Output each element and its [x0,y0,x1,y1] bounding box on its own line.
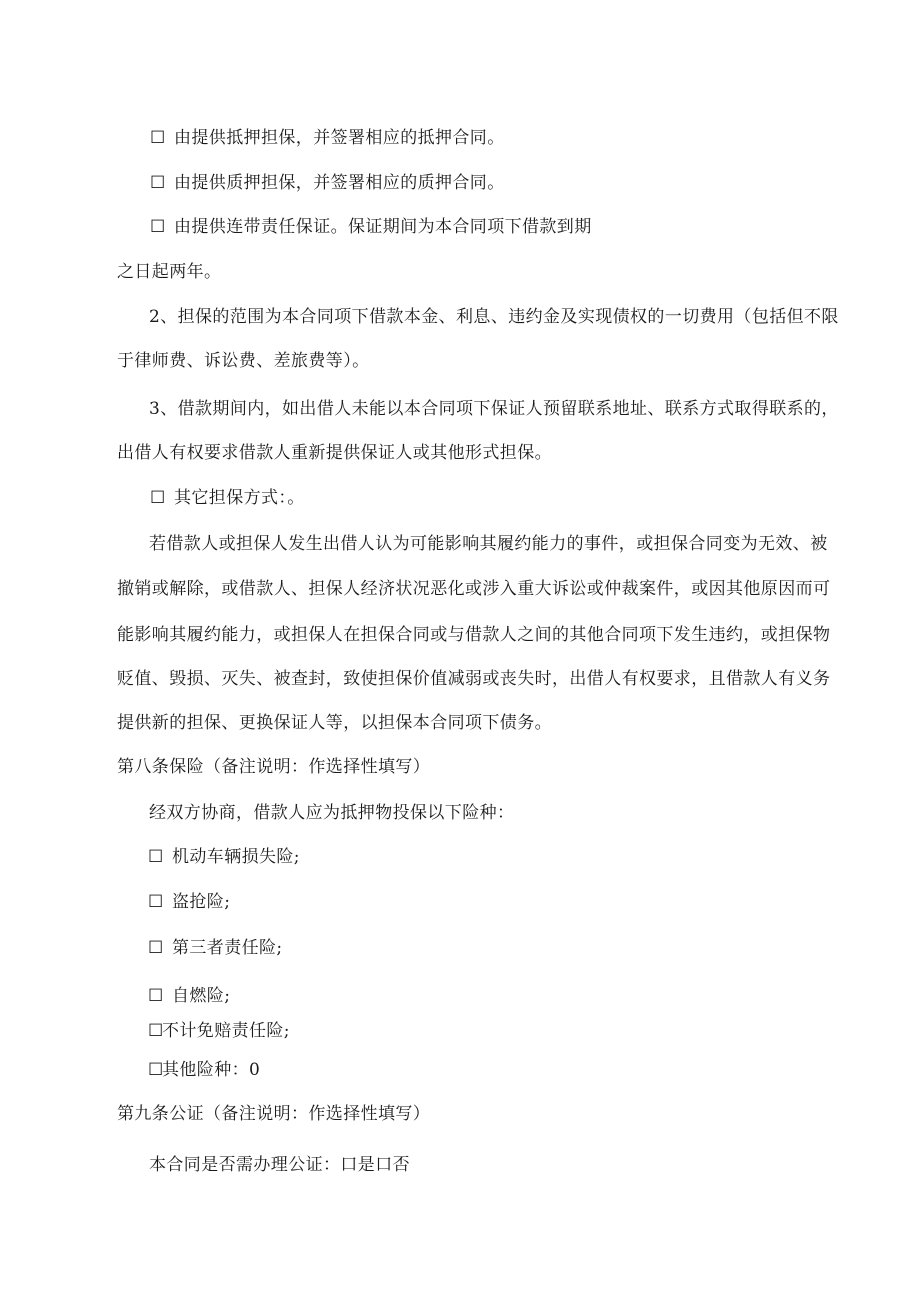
insurance-item-label: 盗抢险; [172,892,231,912]
other-guarantee-option [150,488,305,508]
mortgage-text: 由提供抵押担保，并签署相应的抵押合同。 [174,128,505,148]
checkbox-icon[interactable]: ☐ [148,1021,164,1041]
events-paragraph: 若借款人或担保人发生出借人认为可能影响其履约能力的事件，或担保合同变为无效、被 [149,534,828,554]
insurance-item-theft [148,892,230,912]
events-paragraph-line-3: 能影响其履约能力，或担保人在担保合同或与借款人之间的其他合同项下发生违约，或担保物 [117,625,831,645]
insurance-item-spontaneous-combustion [148,986,230,1006]
guarantee-period-continuation: 出借人有权要求借款人重新提供保证人或其他形式担保。 [117,443,552,463]
checkbox-icon[interactable]: ☐ [150,217,166,237]
checkbox-icon[interactable]: ☐ [148,938,164,958]
notary-question: 本合同是否需办理公证：口是口否 [149,1155,410,1175]
joint-guarantee-text: 由提供连带责任保证。保证期间为本合同项下借款到期 [174,217,592,237]
checkbox-icon[interactable]: ☐ [148,892,164,912]
insurance-item-deductible-waiver [148,1021,290,1041]
insurance-item-label: 自燃险; [172,986,231,1006]
insurance-item-label: 第三者责任险; [172,938,283,958]
joint-guarantee-continuation: 之日起两年。 [117,262,222,282]
events-paragraph-line-2: 撤销或解除，或借款人、担保人经济状况恶化或涉入重大诉讼或仲裁案件，或因其他原因而可 [117,579,831,599]
pledge-text: 由提供质押担保，并签署相应的质押合同。 [174,173,505,193]
guarantee-scope-continuation: 于律师费、诉讼费、差旅费等）。 [117,351,370,371]
events-paragraph-line-5: 提供新的担保、更换保证人等，以担保本合同项下债务。 [117,713,552,733]
checkbox-icon[interactable]: ☐ [150,173,166,193]
guarantee-period-paragraph: 3、借款期间内，如出借人未能以本合同项下保证人预留联系地址、联系方式取得联系的， [149,399,839,419]
checkbox-icon[interactable]: ☐ [148,986,164,1006]
insurance-item-third-party [148,938,283,958]
insurance-item-label: 机动车辆损失险; [172,847,300,867]
checkbox-icon[interactable]: ☐ [150,488,166,508]
checkbox-icon[interactable]: ☐ [148,1060,164,1080]
notary-heading: 第九条公证（备注说明：作选择性填写） [117,1104,431,1124]
checkbox-icon[interactable]: ☐ [148,847,164,867]
insurance-item-other [148,1060,260,1080]
other-guarantee-text: 其它担保方式：。 [174,488,305,508]
mortgage-option [150,128,505,148]
guarantee-scope-paragraph: 2、担保的范围为本合同项下借款本金、利息、违约金及实现债权的一切费用（包括但不限 [149,307,839,327]
insurance-item-label: 其他险种：0 [162,1060,261,1080]
insurance-item-label: 不计免赔责任险; [162,1021,290,1041]
insurance-heading: 第八条保险（备注说明：作选择性填写） [117,757,431,777]
joint-guarantee-option [150,217,592,237]
pledge-option [150,173,505,193]
insurance-item-vehicle-loss [148,847,300,867]
checkbox-icon[interactable]: ☐ [150,128,166,148]
insurance-intro: 经双方协商，借款人应为抵押物投保以下险种： [149,803,515,823]
events-paragraph-line-4: 贬值、毁损、灭失、被查封，致使担保价值减弱或丧失时，出借人有权要求，且借款人有义务 [117,669,831,689]
